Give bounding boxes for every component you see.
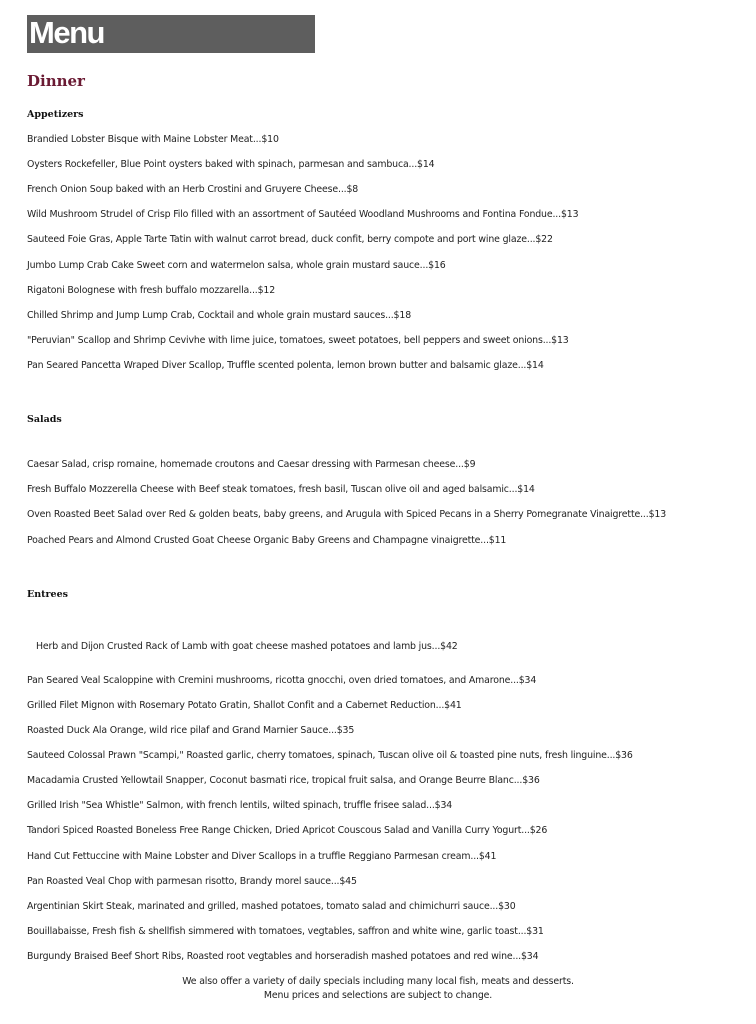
menu-title: Menu bbox=[29, 15, 104, 50]
menu-item: Grilled Irish "Sea Whistle" Salmon, with french lentils, wilted spinach, truffle frisee salad...$34 bbox=[27, 800, 453, 811]
menu-item: Brandied Lobster Bisque with Maine Lobster Meat...$10 bbox=[27, 134, 279, 145]
menu-item: Oysters Rockefeller, Blue Point oysters baked with spinach, parmesan and sambuca...$14 bbox=[27, 159, 435, 170]
category-heading-salads: Salads bbox=[27, 414, 62, 425]
menu-item: Tandori Spiced Roasted Boneless Free Range Chicken, Dried Apricot Couscous Salad and Vanilla Curry Yogurt...$26 bbox=[27, 825, 548, 836]
footer-prices-note: Menu prices and selections are subject to change. bbox=[263, 990, 493, 1001]
menu-item: Poached Pears and Almond Crusted Goat Cheese Organic Baby Greens and Champagne vinaigrette...$11 bbox=[27, 535, 507, 546]
menu-item: Bouillabaisse, Fresh fish & shellfish simmered with tomatoes, vegtables, saffron and white wine, garlic toast...$31 bbox=[27, 926, 544, 937]
menu-item: Burgundy Braised Beef Short Ribs, Roasted root vegtables and horseradish mashed potatoes and red wine...$34 bbox=[27, 951, 539, 962]
section-title-dinner: Dinner bbox=[27, 72, 85, 90]
category-heading-entrees: Entrees bbox=[27, 589, 68, 600]
menu-item: Herb and Dijon Crusted Rack of Lamb with goat cheese mashed potatoes and lamb jus...$42 bbox=[36, 641, 458, 652]
menu-item: Roasted Duck Ala Orange, wild rice pilaf and Grand Marnier Sauce...$35 bbox=[27, 725, 355, 736]
menu-item: Macadamia Crusted Yellowtail Snapper, Coconut basmati rice, tropical fruit salsa, and Orange Beurre Blanc...$36 bbox=[27, 775, 540, 786]
menu-item: "Peruvian" Scallop and Shrimp Cevivhe with lime juice, tomatoes, sweet potatoes, bell peppers and sweet onions...$13 bbox=[27, 335, 569, 346]
menu-item: Chilled Shrimp and Jump Lump Crab, Cocktail and whole grain mustard sauces...$18 bbox=[27, 310, 412, 321]
menu-item: French Onion Soup baked with an Herb Crostini and Gruyere Cheese...$8 bbox=[27, 184, 359, 195]
menu-item: Pan Seared Veal Scaloppine with Cremini mushrooms, ricotta gnocchi, oven dried tomatoes, and Amarone...$34 bbox=[27, 675, 537, 686]
menu-item: Pan Roasted Veal Chop with parmesan risotto, Brandy morel sauce...$45 bbox=[27, 876, 357, 887]
menu-item: Sauteed Colossal Prawn "Scampi," Roasted garlic, cherry tomatoes, spinach, Tuscan olive oil & toasted pine nuts, fresh linguine...$36 bbox=[27, 750, 633, 761]
footer-specials-note: We also offer a variety of daily specials including many local fish, meats and desserts. bbox=[182, 976, 574, 987]
menu-item: Oven Roasted Beet Salad over Red & golden beats, baby greens, and Arugula with Spiced Pecans in a Sherry Pomegranate Vinaigrette...$13 bbox=[27, 509, 667, 520]
menu-item: Hand Cut Fettuccine with Maine Lobster and Diver Scallops in a truffle Reggiano Parmesan cream...$41 bbox=[27, 851, 497, 862]
menu-item: Rigatoni Bolognese with fresh buffalo mozzarella...$12 bbox=[27, 285, 276, 296]
menu-item: Fresh Buffalo Mozzerella Cheese with Beef steak tomatoes, fresh basil, Tuscan olive oil and aged balsamic...$14 bbox=[27, 484, 535, 495]
menu-item: Argentinian Skirt Steak, marinated and grilled, mashed potatoes, tomato salad and chimichurri sauce...$30 bbox=[27, 901, 516, 912]
menu-item: Grilled Filet Mignon with Rosemary Potato Gratin, Shallot Confit and a Cabernet Reduction...$41 bbox=[27, 700, 462, 711]
menu-item: Sauteed Foie Gras, Apple Tarte Tatin with walnut carrot bread, duck confit, berry compote and port wine glaze...$22 bbox=[27, 234, 553, 245]
menu-item: Pan Seared Pancetta Wraped Diver Scallop, Truffle scented polenta, lemon brown butter and balsamic glaze...$14 bbox=[27, 360, 544, 371]
category-heading-appetizers: Appetizers bbox=[27, 109, 84, 120]
menu-item: Wild Mushroom Strudel of Crisp Filo filled with an assortment of Sautéed Woodland Mushrooms and Fontina Fondue...$13 bbox=[27, 209, 579, 220]
menu-item: Caesar Salad, crisp romaine, homemade croutons and Caesar dressing with Parmesan cheese...$9 bbox=[27, 459, 476, 470]
menu-banner bbox=[27, 15, 315, 53]
menu-item: Jumbo Lump Crab Cake Sweet corn and watermelon salsa, whole grain mustard sauce...$16 bbox=[27, 260, 446, 271]
